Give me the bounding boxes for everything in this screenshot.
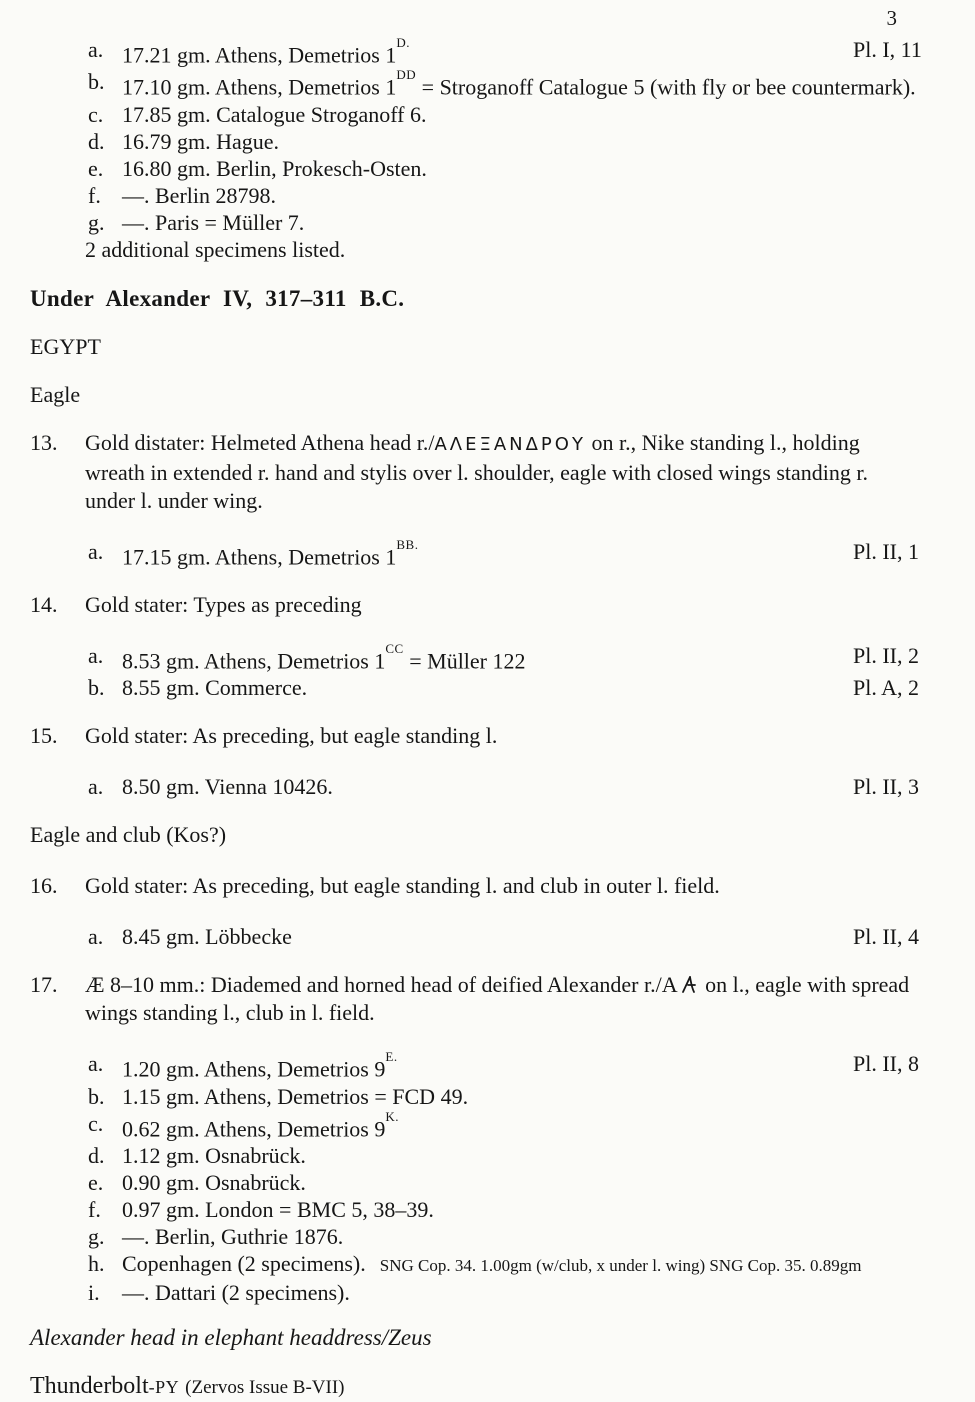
catalog-item-17 <box>0 971 975 1027</box>
type-heading-eagle: Eagle <box>30 381 81 407</box>
item-description: Gold stater: Types as preceding <box>85 591 362 617</box>
item13-specimen-list <box>0 538 975 570</box>
entry-letter: g. <box>88 1223 105 1249</box>
item-description: Gold stater: As preceding, but eagle standing l. and club in outer l. field. <box>85 873 720 899</box>
type-heading-elephant-zeus: Alexander head in elephant headdress/Zeus <box>30 1324 432 1350</box>
type-heading-eagle-club: Eagle and club (Kos?) <box>30 822 227 848</box>
specimen-entry <box>0 1083 975 1110</box>
catalog-item-15 <box>0 722 975 750</box>
entry-text-main: 17.21 gm. Athens, Demetrios 1 <box>122 42 397 68</box>
entry-letter: b. <box>88 675 105 701</box>
die-superscript: DD <box>396 67 417 83</box>
entry-letter: a. <box>88 774 104 800</box>
description-text: on l., eagle with spread wings standing l., club in l. field. <box>85 972 910 1026</box>
catalog-item-13 <box>0 429 975 515</box>
thunderbolt-label: Thunderbolt <box>30 1372 149 1399</box>
entry-letter: a. <box>88 642 104 668</box>
entry-text: 8.50 gm. Vienna 10426. <box>122 774 333 800</box>
entry-text: 8.55 gm. Commerce. <box>122 675 308 701</box>
plate-ref: Pl. II, 3 <box>853 774 919 800</box>
specimen-entry <box>0 1050 975 1082</box>
entry-text: 17.85 gm. Catalogue Stroganoff 6. <box>122 101 427 127</box>
entry-text <box>122 68 962 100</box>
specimen-entry <box>0 773 975 800</box>
die-superscript: D. <box>396 35 411 50</box>
additional-specimens-note: 2 additional specimens listed. <box>85 236 346 262</box>
entry-text-main: 17.10 gm. Athens, Demetrios 1 <box>122 74 397 100</box>
specimen-entry <box>0 1110 975 1142</box>
entry-text <box>122 1110 962 1142</box>
section-heading: Under Alexander IV, 317–311 B.C. <box>30 285 405 311</box>
entry-letter: f. <box>88 182 101 208</box>
catalog-item-14 <box>0 591 975 619</box>
entry-letter: c. <box>88 1110 104 1136</box>
entry-letter: a. <box>88 538 104 564</box>
entry-letter: b. <box>88 69 105 95</box>
entry-text-main: 0.62 gm. Athens, Demetrios 9 <box>122 1115 386 1141</box>
type-heading-thunderbolt <box>30 1372 975 1402</box>
entry-text-main: 1.20 gm. Athens, Demetrios 9 <box>122 1056 386 1082</box>
specimen-entry <box>0 209 975 236</box>
entry-text-main: Copenhagen (2 specimens). <box>122 1250 366 1276</box>
entry-text-tail: = Stroganoff Catalogue 5 (with fly or bee countermark). <box>416 74 916 100</box>
plate-ref: Pl. II, 8 <box>853 1051 919 1077</box>
entry-letter: a. <box>88 37 104 62</box>
region-heading: EGYPT <box>30 333 101 359</box>
entry-text: —. Berlin, Guthrie 1876. <box>122 1223 344 1249</box>
entry-text: —. Berlin 28798. <box>122 182 276 208</box>
entry-text <box>122 1050 962 1082</box>
entry-text: —. Dattari (2 specimens). <box>122 1279 350 1305</box>
entry-text <box>122 36 962 68</box>
specimen-entry <box>0 1196 975 1223</box>
plate-ref: Pl. I, 11 <box>853 37 922 62</box>
specimen-entry <box>0 538 975 570</box>
entry-letter: g. <box>88 209 105 235</box>
zervos-issue-ref: (Zervos Issue B-VII) <box>185 1376 345 1398</box>
entry-text: —. Paris = Müller 7. <box>122 209 305 235</box>
specimen-entry <box>0 101 975 128</box>
specimen-entry <box>0 674 975 701</box>
die-superscript: CC <box>385 640 404 656</box>
item-number: 16. <box>30 873 58 899</box>
entry-text <box>122 1250 962 1279</box>
entry-text: 1.15 gm. Athens, Demetrios = FCD 49. <box>122 1083 469 1109</box>
entry-letter: a. <box>88 924 104 950</box>
specimen-entry <box>0 1169 975 1196</box>
entry-text: 16.79 gm. Hague. <box>122 128 280 154</box>
item-description: Gold stater: As preceding, but eagle standing l. <box>85 723 498 749</box>
sng-reference-note: SNG Cop. 34. 1.00gm (w/club, x under l. wing) SNG Cop. 35. 0.89gm <box>379 1255 862 1275</box>
item14-specimen-list <box>0 642 975 701</box>
entry-text: 16.80 gm. Berlin, Prokesch-Osten. <box>122 155 427 181</box>
entry-text: 1.12 gm. Osnabrück. <box>122 1142 306 1168</box>
plate-ref: Pl. A, 2 <box>853 675 920 701</box>
item-description <box>85 971 919 1027</box>
die-superscript: K. <box>385 1108 400 1124</box>
item-number: 13. <box>30 429 58 455</box>
die-superscript: E. <box>385 1049 398 1065</box>
plate-ref: Pl. II, 4 <box>853 924 919 950</box>
entry-letter: a. <box>88 1051 104 1077</box>
description-text: on r., Nike standing l., holding wreath in extended r. hand and stylis over l. shoulder, eagle with closed wings standing r. under l. under wing. <box>85 429 869 513</box>
item-description <box>85 429 919 515</box>
entry-letter: f. <box>88 1196 101 1222</box>
entry-letter: h. <box>88 1250 105 1276</box>
lambda-epsilon-monogram-icon <box>681 975 697 994</box>
specimen-entry <box>0 1142 975 1169</box>
entry-text: 0.90 gm. Osnabrück. <box>122 1169 306 1195</box>
greek-inscription: ΑΛΕΞΑΝΔΡΟΥ <box>434 433 586 455</box>
entry-letter: c. <box>88 101 104 127</box>
specimen-entry <box>0 1279 975 1306</box>
entry-text-main: 17.15 gm. Athens, Demetrios 1 <box>122 543 397 569</box>
entry-letter: e. <box>88 155 104 181</box>
item-number: 14. <box>30 591 58 617</box>
specimen-entry <box>0 68 975 100</box>
plate-ref: Pl. II, 2 <box>853 642 919 668</box>
entry-text: 8.45 gm. Löbbecke <box>122 924 292 950</box>
item16-specimen-list <box>0 923 975 950</box>
description-text: Æ 8–10 mm.: Diademed and horned head of deified Alexander r./A <box>85 972 678 998</box>
continuation-specimen-list <box>0 36 975 263</box>
description-text: Gold distater: Helmeted Athena head r./ <box>85 429 435 455</box>
specimen-entry <box>0 642 975 674</box>
entry-text-main: 8.53 gm. Athens, Demetrios 1 <box>122 648 386 674</box>
specimen-entry <box>0 155 975 182</box>
item-number: 17. <box>30 972 58 998</box>
item17-specimen-list <box>0 1050 975 1306</box>
thunderbolt-monogram-label: -PY <box>148 1376 180 1397</box>
die-superscript: BB. <box>396 536 419 552</box>
entry-text: 0.97 gm. London = BMC 5, 38–39. <box>122 1196 434 1222</box>
specimen-entry <box>0 1250 975 1279</box>
specimen-entry <box>0 128 975 155</box>
plate-ref: Pl. II, 1 <box>853 538 919 564</box>
entry-letter: d. <box>88 128 105 154</box>
entry-text-tail: = Müller 122 <box>403 648 526 674</box>
entry-letter: b. <box>88 1083 105 1109</box>
item15-specimen-list <box>0 773 975 800</box>
page-number: 3 <box>886 6 897 30</box>
specimen-entry <box>0 182 975 209</box>
entry-text <box>122 538 962 570</box>
entry-letter: e. <box>88 1169 104 1195</box>
entry-text <box>122 642 962 674</box>
catalog-item-16 <box>0 872 975 900</box>
specimen-entry <box>0 1223 975 1250</box>
specimen-entry <box>0 36 975 68</box>
item-number: 15. <box>30 723 58 749</box>
entry-letter: d. <box>88 1142 105 1168</box>
entry-letter: i. <box>88 1279 100 1305</box>
specimen-entry <box>0 923 975 950</box>
